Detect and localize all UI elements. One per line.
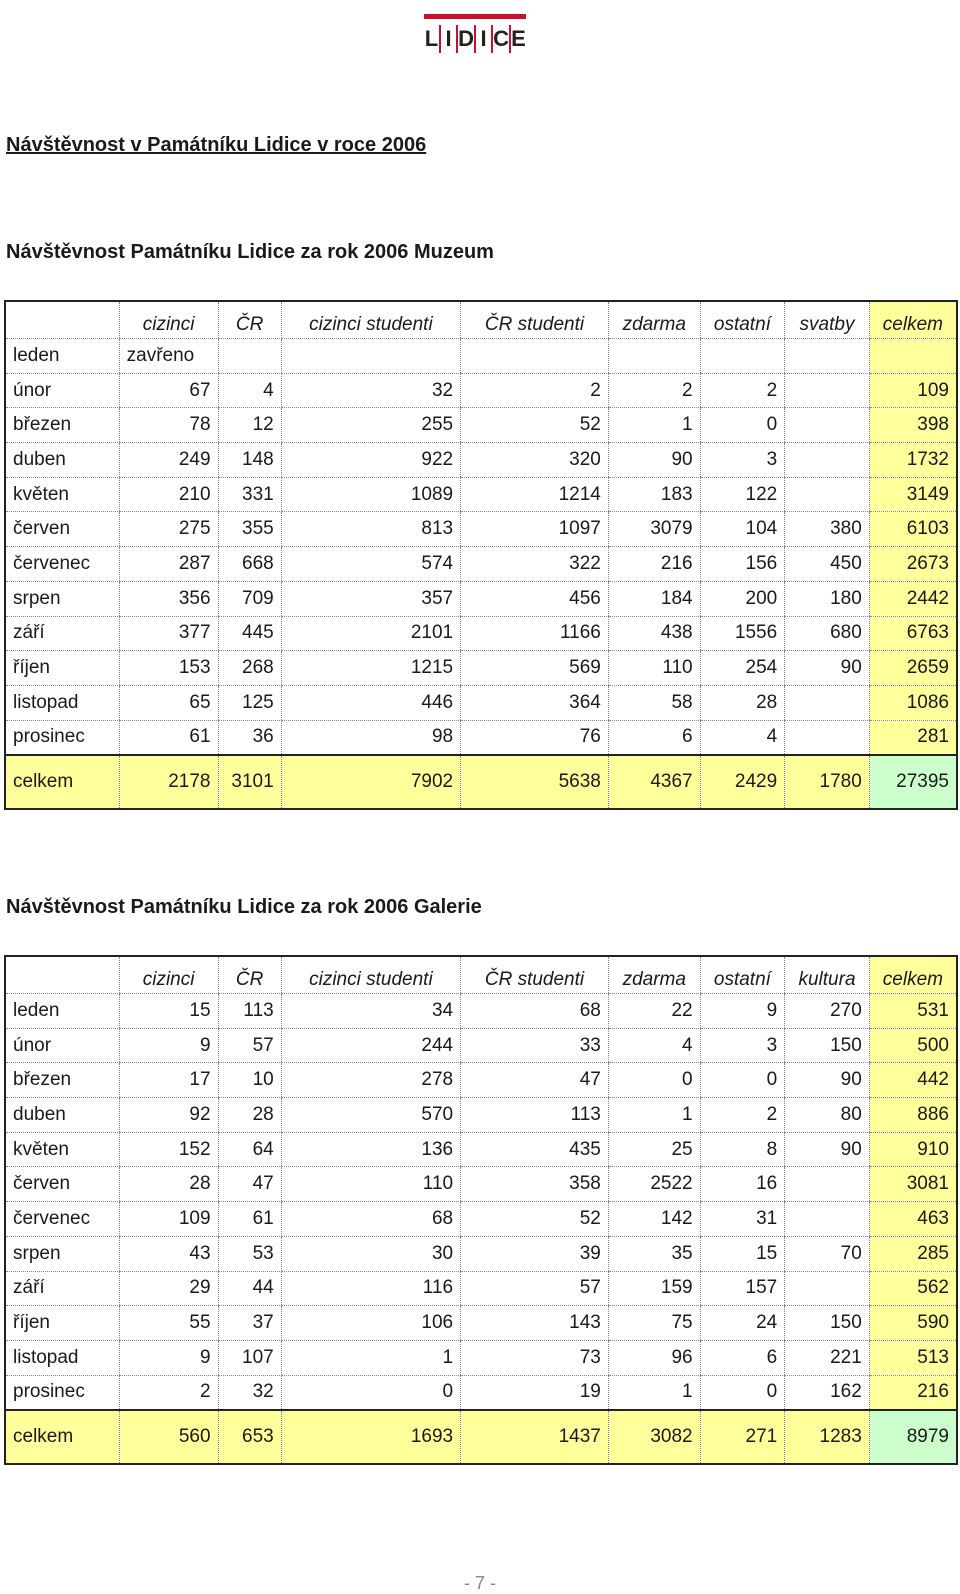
table-cell <box>461 339 609 374</box>
table-cell: 922 <box>281 443 460 478</box>
table-cell <box>785 1167 870 1202</box>
table-cell: 268 <box>218 651 281 686</box>
header-corner <box>5 956 119 994</box>
table-row <box>5 512 957 547</box>
table-cell: 113 <box>218 994 281 1029</box>
month-label: říjen <box>5 651 119 686</box>
table-cell: 61 <box>119 720 218 755</box>
table-cell <box>700 339 785 374</box>
table-cell: 24 <box>700 1306 785 1341</box>
month-label: listopad <box>5 685 119 720</box>
column-header: ČR <box>218 301 281 339</box>
total-row <box>5 755 957 809</box>
grand-total-cell: 27395 <box>869 755 957 809</box>
table-cell: 73 <box>461 1340 609 1375</box>
month-label: únor <box>5 1028 119 1063</box>
table-cell: 106 <box>281 1306 460 1341</box>
month-label: červen <box>5 1167 119 1202</box>
table-cell: 0 <box>608 1063 700 1098</box>
grand-total-cell: 8979 <box>869 1410 957 1464</box>
total-cell: 653 <box>218 1410 281 1464</box>
table-cell: 90 <box>785 1132 870 1167</box>
row-total-cell: 500 <box>869 1028 957 1063</box>
table-cell <box>785 408 870 443</box>
table-row <box>5 1271 957 1306</box>
table-cell: 709 <box>218 581 281 616</box>
table-cell: 113 <box>461 1098 609 1133</box>
table-cell: 122 <box>700 477 785 512</box>
table-cell: 143 <box>461 1306 609 1341</box>
table-cell: 125 <box>218 685 281 720</box>
table-cell: 55 <box>119 1306 218 1341</box>
table-cell: 25 <box>608 1132 700 1167</box>
table-cell: 2101 <box>281 616 460 651</box>
table-cell: 31 <box>700 1202 785 1237</box>
month-label: červen <box>5 512 119 547</box>
row-total-cell: 398 <box>869 408 957 443</box>
table-cell: 110 <box>608 651 700 686</box>
row-total-cell: 216 <box>869 1375 957 1410</box>
row-total-cell: 2442 <box>869 581 957 616</box>
row-total-cell: 2673 <box>869 547 957 582</box>
table-cell: 569 <box>461 651 609 686</box>
column-header: ostatní <box>700 301 785 339</box>
table-row <box>5 994 957 1029</box>
column-header: celkem <box>869 301 957 339</box>
table-cell: 456 <box>461 581 609 616</box>
month-label: květen <box>5 1132 119 1167</box>
table-cell: 1215 <box>281 651 460 686</box>
table-cell: 107 <box>218 1340 281 1375</box>
month-label: květen <box>5 477 119 512</box>
row-total-cell: 910 <box>869 1132 957 1167</box>
table-cell: 64 <box>218 1132 281 1167</box>
total-label: celkem <box>5 1410 119 1464</box>
table-cell <box>785 1202 870 1237</box>
museum-table <box>4 300 958 810</box>
table-cell: 29 <box>119 1271 218 1306</box>
table-cell: 2 <box>119 1375 218 1410</box>
table-cell: 1 <box>281 1340 460 1375</box>
table-row <box>5 1202 957 1237</box>
table-cell: 35 <box>608 1236 700 1271</box>
table-row <box>5 651 957 686</box>
total-cell: 2178 <box>119 755 218 809</box>
header-corner <box>5 301 119 339</box>
table-cell: 28 <box>700 685 785 720</box>
total-cell: 2429 <box>700 755 785 809</box>
logo-letter: D <box>458 26 475 51</box>
table-cell: 216 <box>608 547 700 582</box>
table-cell: 275 <box>119 512 218 547</box>
month-label: prosinec <box>5 720 119 755</box>
column-header: ČR studenti <box>461 301 609 339</box>
table-cell: 357 <box>281 581 460 616</box>
table-cell: 1 <box>608 408 700 443</box>
table-cell: 6 <box>700 1340 785 1375</box>
header-row <box>5 301 957 339</box>
table-cell: 47 <box>218 1167 281 1202</box>
gallery-section-title: Návštěvnost Památníku Lidice za rok 2006 Galerie <box>6 896 482 918</box>
table-cell: 92 <box>119 1098 218 1133</box>
table-cell: 1 <box>608 1375 700 1410</box>
table-cell <box>785 720 870 755</box>
table-cell <box>785 443 870 478</box>
month-label: listopad <box>5 1340 119 1375</box>
table-cell: 200 <box>700 581 785 616</box>
table-cell: 39 <box>461 1236 609 1271</box>
logo-red-bar <box>424 14 526 19</box>
table-cell: 80 <box>785 1098 870 1133</box>
column-header: ostatní <box>700 956 785 994</box>
table-cell: 32 <box>281 373 460 408</box>
table-row <box>5 1340 957 1375</box>
table-cell: 70 <box>785 1236 870 1271</box>
table-row <box>5 1375 957 1410</box>
month-label: září <box>5 1271 119 1306</box>
row-total-cell: 1732 <box>869 443 957 478</box>
total-cell: 3082 <box>608 1410 700 1464</box>
table-row <box>5 1028 957 1063</box>
table-cell: 446 <box>281 685 460 720</box>
table-row <box>5 685 957 720</box>
total-cell: 1780 <box>785 755 870 809</box>
table-cell <box>608 339 700 374</box>
table-cell: 244 <box>281 1028 460 1063</box>
table-cell: 4 <box>700 720 785 755</box>
table-cell: 2522 <box>608 1167 700 1202</box>
table-row <box>5 408 957 443</box>
table-cell <box>785 373 870 408</box>
table-cell: 96 <box>608 1340 700 1375</box>
row-total-cell: 109 <box>869 373 957 408</box>
table-cell: 322 <box>461 547 609 582</box>
table-cell: 450 <box>785 547 870 582</box>
total-row <box>5 1410 957 1464</box>
table-cell: 36 <box>218 720 281 755</box>
total-cell: 4367 <box>608 755 700 809</box>
table-cell: 98 <box>281 720 460 755</box>
table-cell: 1166 <box>461 616 609 651</box>
row-total-cell: 886 <box>869 1098 957 1133</box>
table-cell: 12 <box>218 408 281 443</box>
row-total-cell: 3149 <box>869 477 957 512</box>
table-cell: 109 <box>119 1202 218 1237</box>
column-header: cizinci <box>119 301 218 339</box>
row-total-cell: 281 <box>869 720 957 755</box>
lidice-logo <box>424 14 526 56</box>
museum-section-title: Návštěvnost Památníku Lidice za rok 2006 Muzeum <box>6 241 494 263</box>
table-cell: 1214 <box>461 477 609 512</box>
table-cell: 210 <box>119 477 218 512</box>
table-row <box>5 1132 957 1167</box>
table-cell: 574 <box>281 547 460 582</box>
month-label: červenec <box>5 1202 119 1237</box>
table-cell: 183 <box>608 477 700 512</box>
table-cell: 68 <box>461 994 609 1029</box>
table-cell: 153 <box>119 651 218 686</box>
logo-letter: I <box>474 25 491 53</box>
table-cell <box>281 339 460 374</box>
total-cell: 1283 <box>785 1410 870 1464</box>
table-cell: 57 <box>461 1271 609 1306</box>
table-cell: 364 <box>461 685 609 720</box>
table-cell: 156 <box>700 547 785 582</box>
table-cell: 104 <box>700 512 785 547</box>
table-cell: 320 <box>461 443 609 478</box>
table-cell: 3 <box>700 443 785 478</box>
table-cell <box>869 339 957 374</box>
table-cell: 254 <box>700 651 785 686</box>
table-cell <box>785 339 870 374</box>
row-total-cell: 562 <box>869 1271 957 1306</box>
total-cell: 7902 <box>281 755 460 809</box>
table-cell: 1556 <box>700 616 785 651</box>
table-cell <box>785 477 870 512</box>
table-cell: 1089 <box>281 477 460 512</box>
total-cell: 1437 <box>461 1410 609 1464</box>
table-cell: 116 <box>281 1271 460 1306</box>
row-total-cell: 6763 <box>869 616 957 651</box>
table-cell: 15 <box>119 994 218 1029</box>
table-cell: 90 <box>608 443 700 478</box>
table-cell: 75 <box>608 1306 700 1341</box>
row-total-cell: 590 <box>869 1306 957 1341</box>
table-cell: 221 <box>785 1340 870 1375</box>
table-cell: 2 <box>608 373 700 408</box>
table-cell: 438 <box>608 616 700 651</box>
column-header: kultura <box>785 956 870 994</box>
column-header: celkem <box>869 956 957 994</box>
table-cell: 331 <box>218 477 281 512</box>
row-total-cell: 6103 <box>869 512 957 547</box>
month-label: únor <box>5 373 119 408</box>
table-cell: 57 <box>218 1028 281 1063</box>
total-label: celkem <box>5 755 119 809</box>
total-cell: 560 <box>119 1410 218 1464</box>
document-title: Návštěvnost v Památníku Lidice v roce 2006 <box>6 134 427 156</box>
column-header: ČR <box>218 956 281 994</box>
month-label: srpen <box>5 1236 119 1271</box>
table-cell: 150 <box>785 1028 870 1063</box>
table-cell: 668 <box>218 547 281 582</box>
table-cell: 10 <box>218 1063 281 1098</box>
table-cell: 90 <box>785 1063 870 1098</box>
table-cell: 52 <box>461 1202 609 1237</box>
table-cell: 58 <box>608 685 700 720</box>
month-label: leden <box>5 339 119 374</box>
row-total-cell: 463 <box>869 1202 957 1237</box>
table-cell: 358 <box>461 1167 609 1202</box>
table-cell: 30 <box>281 1236 460 1271</box>
month-label: březen <box>5 408 119 443</box>
table-cell: 9 <box>119 1340 218 1375</box>
table-cell: 180 <box>785 581 870 616</box>
table-cell: 152 <box>119 1132 218 1167</box>
table-cell: 44 <box>218 1271 281 1306</box>
table-cell: 1 <box>608 1098 700 1133</box>
table-cell: 28 <box>218 1098 281 1133</box>
table-cell: 8 <box>700 1132 785 1167</box>
table-cell: 355 <box>218 512 281 547</box>
logo-letter: E <box>509 25 526 53</box>
table-cell: 2 <box>461 373 609 408</box>
month-label: červenec <box>5 547 119 582</box>
table-row <box>5 339 957 374</box>
table-cell: 356 <box>119 581 218 616</box>
page-number: - 7 - <box>463 1573 496 1593</box>
table-cell: 34 <box>281 994 460 1029</box>
row-total-cell: 2659 <box>869 651 957 686</box>
table-row <box>5 443 957 478</box>
column-header: zdarma <box>608 956 700 994</box>
table-cell: 377 <box>119 616 218 651</box>
header-row <box>5 956 957 994</box>
table-cell: 435 <box>461 1132 609 1167</box>
total-cell: 3101 <box>218 755 281 809</box>
table-cell: 15 <box>700 1236 785 1271</box>
month-label: srpen <box>5 581 119 616</box>
row-total-cell: 3081 <box>869 1167 957 1202</box>
table-cell: 3079 <box>608 512 700 547</box>
table-cell: 4 <box>218 373 281 408</box>
table-cell: 76 <box>461 720 609 755</box>
month-label: březen <box>5 1063 119 1098</box>
month-label: duben <box>5 443 119 478</box>
logo-letters <box>424 25 526 53</box>
logo-letter: L <box>424 26 439 51</box>
table-row <box>5 581 957 616</box>
table-cell: 19 <box>461 1375 609 1410</box>
table-cell: 680 <box>785 616 870 651</box>
table-cell: 157 <box>700 1271 785 1306</box>
table-cell: 16 <box>700 1167 785 1202</box>
table-row <box>5 1167 957 1202</box>
table-cell: 33 <box>461 1028 609 1063</box>
closed-note: zavřeno <box>119 339 218 374</box>
table-cell: 22 <box>608 994 700 1029</box>
table-cell: 249 <box>119 443 218 478</box>
table-cell <box>218 339 281 374</box>
month-label: prosinec <box>5 1375 119 1410</box>
table-cell: 148 <box>218 443 281 478</box>
row-total-cell: 442 <box>869 1063 957 1098</box>
table-cell: 813 <box>281 512 460 547</box>
table-cell: 380 <box>785 512 870 547</box>
table-cell: 32 <box>218 1375 281 1410</box>
table-cell: 61 <box>218 1202 281 1237</box>
table-cell: 78 <box>119 408 218 443</box>
table-row <box>5 1098 957 1133</box>
total-cell: 1693 <box>281 1410 460 1464</box>
table-cell: 37 <box>218 1306 281 1341</box>
table-cell: 90 <box>785 651 870 686</box>
row-total-cell: 1086 <box>869 685 957 720</box>
table-cell: 2 <box>700 373 785 408</box>
table-cell: 162 <box>785 1375 870 1410</box>
table-cell <box>785 685 870 720</box>
gallery-table <box>4 955 958 1465</box>
table-row <box>5 477 957 512</box>
table-cell: 1097 <box>461 512 609 547</box>
row-total-cell: 285 <box>869 1236 957 1271</box>
table-row <box>5 616 957 651</box>
logo-letter: C <box>493 26 509 51</box>
logo-letter: I <box>439 25 456 53</box>
table-cell: 0 <box>281 1375 460 1410</box>
table-cell: 9 <box>119 1028 218 1063</box>
table-cell: 150 <box>785 1306 870 1341</box>
table-cell: 52 <box>461 408 609 443</box>
table-cell: 4 <box>608 1028 700 1063</box>
table-row <box>5 1063 957 1098</box>
table-cell: 159 <box>608 1271 700 1306</box>
table-cell <box>785 1271 870 1306</box>
table-cell: 43 <box>119 1236 218 1271</box>
column-header: cizinci <box>119 956 218 994</box>
table-cell: 278 <box>281 1063 460 1098</box>
table-cell: 445 <box>218 616 281 651</box>
column-header: cizinci studenti <box>281 301 460 339</box>
table-cell: 47 <box>461 1063 609 1098</box>
total-cell: 5638 <box>461 755 609 809</box>
table-row <box>5 1306 957 1341</box>
column-header: ČR studenti <box>461 956 609 994</box>
table-cell: 9 <box>700 994 785 1029</box>
table-row <box>5 373 957 408</box>
table-cell: 28 <box>119 1167 218 1202</box>
month-label: leden <box>5 994 119 1029</box>
table-cell: 255 <box>281 408 460 443</box>
row-total-cell: 513 <box>869 1340 957 1375</box>
column-header: zdarma <box>608 301 700 339</box>
table-cell: 53 <box>218 1236 281 1271</box>
table-cell: 270 <box>785 994 870 1029</box>
month-label: duben <box>5 1098 119 1133</box>
table-cell: 184 <box>608 581 700 616</box>
table-cell: 67 <box>119 373 218 408</box>
table-cell: 17 <box>119 1063 218 1098</box>
table-row <box>5 1236 957 1271</box>
table-row <box>5 547 957 582</box>
month-label: říjen <box>5 1306 119 1341</box>
table-cell: 0 <box>700 1375 785 1410</box>
table-cell: 68 <box>281 1202 460 1237</box>
table-cell: 0 <box>700 1063 785 1098</box>
table-cell: 287 <box>119 547 218 582</box>
table-cell: 2 <box>700 1098 785 1133</box>
column-header: cizinci studenti <box>281 956 460 994</box>
table-cell: 6 <box>608 720 700 755</box>
table-row <box>5 720 957 755</box>
table-cell: 142 <box>608 1202 700 1237</box>
table-cell: 0 <box>700 408 785 443</box>
table-cell: 570 <box>281 1098 460 1133</box>
month-label: září <box>5 616 119 651</box>
table-cell: 65 <box>119 685 218 720</box>
table-cell: 110 <box>281 1167 460 1202</box>
table-cell: 3 <box>700 1028 785 1063</box>
table-cell: 136 <box>281 1132 460 1167</box>
column-header: svatby <box>785 301 870 339</box>
row-total-cell: 531 <box>869 994 957 1029</box>
total-cell: 271 <box>700 1410 785 1464</box>
